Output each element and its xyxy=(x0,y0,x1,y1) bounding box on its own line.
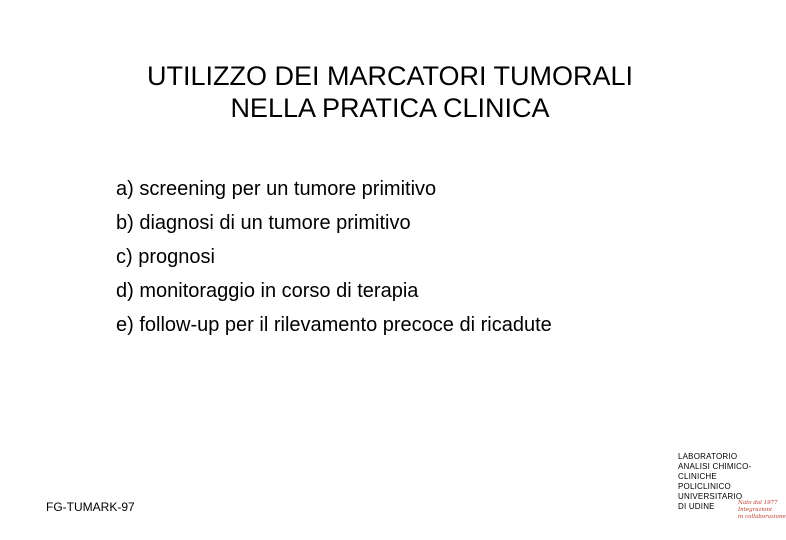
list-item: a) screening per un tumore primitivo xyxy=(116,178,437,200)
lab-line: LABORATORIO xyxy=(678,452,738,461)
lab-line: ANALISI CHIMICO- xyxy=(678,462,752,471)
title-line-2: NELLA PRATICA CLINICA xyxy=(230,93,550,123)
list-item: b) diagnosi di un tumore primitivo xyxy=(116,212,411,234)
logo-stamp xyxy=(738,500,786,521)
stamp-line: Nato dal 1977 xyxy=(738,500,778,506)
document-code: FG-TUMARK-97 xyxy=(46,500,135,514)
lab-line: CLINICHE xyxy=(678,472,717,481)
stamp-line: Integrazioni xyxy=(738,507,772,513)
slide-title xyxy=(0,60,780,124)
lab-line: DI UDINE xyxy=(678,502,715,511)
uses-list xyxy=(116,172,552,342)
lab-line: POLICLINICO xyxy=(678,482,731,491)
lab-line: UNIVERSITARIO xyxy=(678,492,743,501)
list-item: c) prognosi xyxy=(116,246,215,268)
list-item: e) follow-up per il rilevamento precoce di ricadute xyxy=(116,314,552,336)
stamp-line: in collaborazione xyxy=(738,514,786,520)
title-line-1: UTILIZZO DEI MARCATORI TUMORALI xyxy=(146,61,634,91)
list-item: d) monitoraggio in corso di terapia xyxy=(116,280,419,302)
